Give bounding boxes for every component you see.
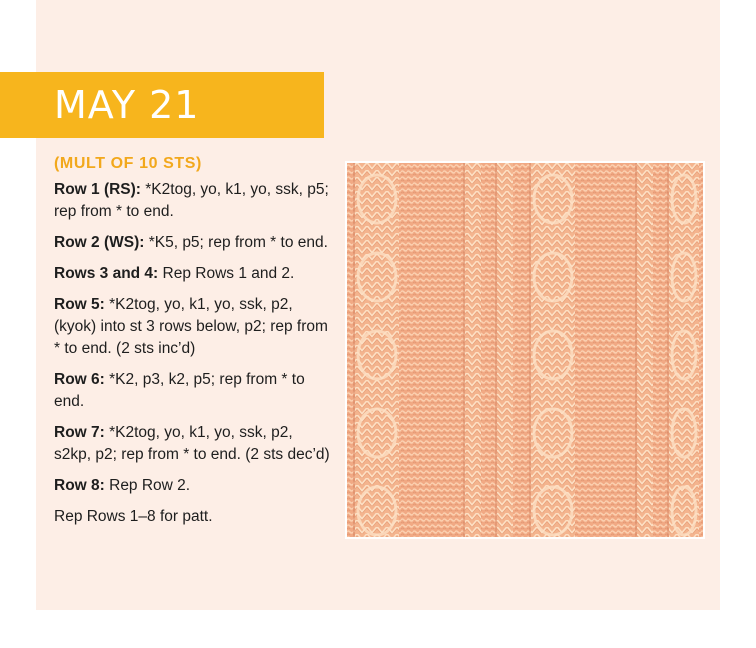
row-text: *K2tog, yo, k1, yo, ssk, p2, (kyok) into st 3 rows below, p2; rep from * to end. (2 sts inc’d) [54,296,328,357]
row-label: Row 6: [54,371,105,388]
row-instruction-1 [54,179,330,223]
stitch-multiple: (MULT OF 10 STS) [54,155,202,172]
row-text: Rep Rows 1–8 for patt. [54,508,213,525]
row-text: *K2tog, yo, k1, yo, ssk, p2, s2kp, p2; rep from * to end. (2 sts dec’d) [54,424,330,463]
row-label: Row 7: [54,424,105,441]
banner-title: MAY 21 [54,83,200,127]
row-label: Row 5: [54,296,105,313]
row-text: Rep Rows 1 and 2. [158,265,295,282]
row-instruction-3 [54,263,330,285]
row-label: Row 1 (RS): [54,181,141,198]
row-text: *K5, p5; rep from * to end. [144,234,328,251]
row-instruction-repeat [54,506,330,528]
row-instruction-8 [54,475,330,497]
row-instruction-5 [54,294,330,360]
row-label: Row 8: [54,477,105,494]
row-text: *K2, p3, k2, p5; rep from * to end. [54,371,305,410]
row-instruction-2 [54,232,330,254]
pattern-instructions [54,153,330,537]
row-text: Rep Row 2. [104,477,191,494]
row-label: Rows 3 and 4: [54,265,159,282]
row-instruction-7 [54,422,330,466]
row-text: *K2tog, yo, k1, yo, ssk, p5; rep from * to end. [54,181,329,220]
knit-swatch-icon [347,163,703,537]
knit-swatch-photo [345,161,705,539]
row-instruction-6 [54,369,330,413]
row-label: Row 2 (WS): [54,234,145,251]
